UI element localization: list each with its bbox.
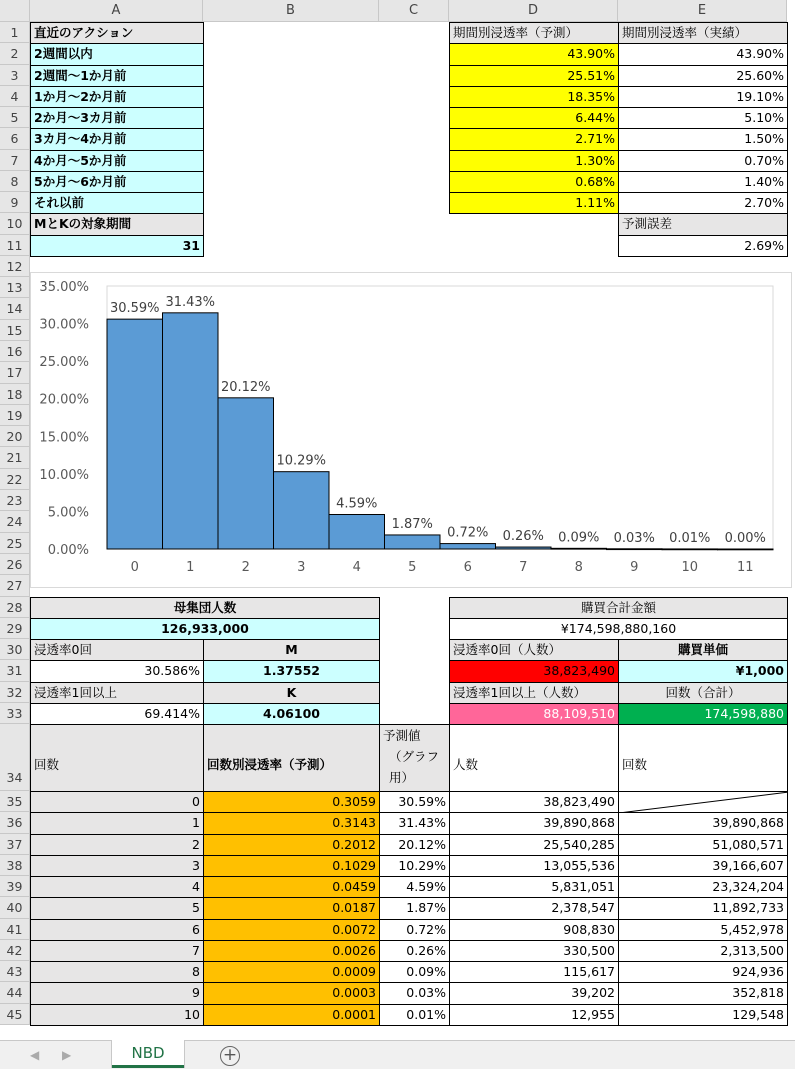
actual-rate-value[interactable]: 2.70% (618, 192, 788, 214)
row-header-32[interactable]: 32 (0, 682, 30, 703)
bar (385, 535, 441, 549)
action-item[interactable]: 4か月～5か月前 (30, 150, 204, 172)
freq-times[interactable]: 51,080,571 (618, 834, 788, 856)
zero-people-value[interactable]: 38,823,490 (449, 660, 619, 683)
actual-rate-value[interactable]: 1.40% (618, 171, 788, 193)
x-tick-label: 3 (297, 560, 306, 575)
freq-rate[interactable]: 0.0072 (203, 919, 380, 941)
actual-rate-header[interactable]: 期間別浸透率（実績） (618, 22, 788, 44)
actual-rate-value[interactable]: 5.10% (618, 107, 788, 129)
freq-rate[interactable]: 0.0003 (203, 982, 380, 1005)
freq-count[interactable]: 5 (30, 897, 204, 920)
action-item[interactable]: 2か月～3カ月前 (30, 107, 204, 129)
select-all-corner[interactable] (0, 0, 30, 22)
sheet-tab-nbd[interactable]: NBD (112, 1040, 184, 1068)
freq-times[interactable]: 11,892,733 (618, 897, 788, 920)
freq-count[interactable]: 9 (30, 982, 204, 1005)
row-header-26[interactable]: 26 (0, 554, 30, 575)
freq-predicted[interactable]: 0.03% (379, 982, 450, 1005)
row-header-8[interactable]: 8 (0, 171, 30, 192)
freq-predicted[interactable]: 10.29% (379, 855, 450, 877)
purchase-total-label[interactable]: 購買合計金額 (449, 597, 788, 619)
freq-header-people[interactable]: 人数 (449, 724, 619, 792)
row-header-30[interactable]: 30 (0, 639, 30, 660)
mk-period-value[interactable]: 31 (30, 235, 204, 257)
freq-count[interactable]: 8 (30, 961, 204, 983)
x-tick-label: 2 (241, 560, 250, 575)
bar (496, 547, 552, 549)
bar (718, 549, 774, 550)
row-header-37[interactable]: 37 (0, 834, 30, 855)
diagonal-border (619, 792, 788, 813)
data-label: 0.03% (613, 530, 655, 546)
data-label: 0.26% (502, 529, 544, 545)
row-header-40[interactable]: 40 (0, 897, 30, 919)
freq-predicted[interactable]: 0.26% (379, 940, 450, 962)
freq-rate[interactable]: 0.0459 (203, 876, 380, 898)
row-header-45[interactable]: 45 (0, 1004, 30, 1025)
freq-rate[interactable]: 0.2012 (203, 834, 380, 856)
data-label: 4.59% (336, 496, 378, 512)
data-label: 10.29% (276, 453, 327, 469)
data-label: 1.87% (391, 516, 433, 532)
row-header-38[interactable]: 38 (0, 855, 30, 876)
freq-times[interactable]: 39,166,607 (618, 855, 788, 877)
freq-header-count[interactable]: 回数 (30, 724, 204, 792)
action-item[interactable]: 2週間以内 (30, 43, 204, 66)
bar (329, 515, 385, 549)
one-plus-people-value[interactable]: 88,109,510 (449, 703, 619, 725)
y-tick-label: 15.00% (39, 430, 89, 446)
bar-chart[interactable] (30, 272, 792, 588)
row-header-43[interactable]: 43 (0, 961, 30, 982)
row-header-2[interactable]: 2 (0, 43, 30, 65)
row-header-12[interactable]: 12 (0, 256, 30, 277)
freq-people[interactable]: 115,617 (449, 961, 619, 983)
bar (607, 549, 663, 550)
row-header-33[interactable]: 33 (0, 703, 30, 724)
row-header-1[interactable]: 1 (0, 22, 30, 43)
pred-rate-value[interactable]: 25.51% (449, 65, 619, 87)
add-sheet-icon[interactable]: + (220, 1046, 240, 1066)
k-label[interactable]: K (203, 682, 380, 704)
action-item[interactable]: それ以前 (30, 192, 204, 214)
freq-predicted[interactable]: 0.01% (379, 1004, 450, 1026)
freq-header-predicted-line: 予測値 (383, 728, 421, 743)
y-tick-label: 0.00% (47, 543, 89, 558)
row-header-31[interactable]: 31 (0, 660, 30, 682)
freq-count[interactable]: 1 (30, 812, 204, 835)
pred-rate-value[interactable]: 0.68% (449, 171, 619, 193)
data-label: 30.59% (109, 301, 160, 317)
population-value[interactable]: 126,933,000 (30, 618, 380, 640)
freq-rate[interactable]: 0.3143 (203, 812, 380, 835)
freq-predicted[interactable]: 20.12% (379, 834, 450, 856)
data-label: 0.01% (669, 530, 711, 546)
freq-times[interactable]: 5,452,978 (618, 919, 788, 941)
bar (163, 313, 219, 549)
one-plus-people-label[interactable]: 浸透率1回以上（人数） (449, 682, 619, 704)
scroll-left-icon[interactable]: ◀ (30, 1048, 40, 1062)
freq-times[interactable]: 352,818 (618, 982, 788, 1005)
x-tick-label: 7 (519, 560, 528, 575)
row-header-36[interactable]: 36 (0, 812, 30, 834)
freq-predicted[interactable]: 31.43% (379, 812, 450, 835)
freq-people[interactable]: 39,890,868 (449, 812, 619, 835)
x-tick-label: 10 (681, 560, 699, 575)
action-item[interactable]: 5か月～6か月前 (30, 171, 204, 193)
m-label[interactable]: M (203, 639, 380, 661)
count-total-value[interactable]: 174,598,880 (618, 703, 788, 725)
row-header-5[interactable]: 5 (0, 107, 30, 128)
freq-header-predicted-line: 用） (389, 770, 415, 785)
purchase-total-value[interactable]: ¥174,598,880,160 (449, 618, 788, 640)
freq-people[interactable]: 25,540,285 (449, 834, 619, 856)
actions-header[interactable]: 直近のアクション (30, 22, 204, 44)
freq-count[interactable]: 7 (30, 940, 204, 962)
row-header-28[interactable]: 28 (0, 597, 30, 618)
zero-rate-label[interactable]: 浸透率0回 (30, 639, 204, 661)
freq-count[interactable]: 6 (30, 919, 204, 941)
freq-times[interactable] (618, 791, 788, 813)
freq-count[interactable]: 4 (30, 876, 204, 898)
bar-chart-svg (31, 273, 793, 589)
freq-rate[interactable]: 0.0009 (203, 961, 380, 983)
pred-rate-value[interactable]: 1.30% (449, 150, 619, 172)
bar (662, 549, 718, 550)
pred-rate-value[interactable]: 6.44% (449, 107, 619, 129)
freq-header-predicted[interactable] (379, 724, 450, 792)
prediction-error-label[interactable]: 予測誤差 (618, 213, 788, 236)
k-value[interactable]: 4.06100 (203, 703, 380, 725)
freq-people[interactable]: 2,378,547 (449, 897, 619, 920)
scroll-right-icon[interactable]: ▶ (62, 1048, 72, 1062)
row-header-23[interactable]: 23 (0, 490, 30, 511)
actual-rate-value[interactable]: 19.10% (618, 86, 788, 108)
unit-price-label[interactable]: 購買単価 (618, 639, 788, 661)
freq-people[interactable]: 38,823,490 (449, 791, 619, 813)
mk-period-label[interactable]: MとKの対象期間 (30, 213, 204, 236)
freq-count[interactable]: 0 (30, 791, 204, 813)
data-label: 0.72% (447, 525, 489, 541)
zero-people-label[interactable]: 浸透率0回（人数） (449, 639, 619, 661)
bar (218, 398, 274, 549)
bar (440, 544, 496, 549)
column-header-b[interactable]: B (203, 0, 379, 22)
freq-times[interactable]: 2,313,500 (618, 940, 788, 962)
pred-rate-value[interactable]: 1.11% (449, 192, 619, 214)
row-header-19[interactable]: 19 (0, 405, 30, 426)
freq-predicted[interactable]: 1.87% (379, 897, 450, 920)
row-header-35[interactable]: 35 (0, 791, 30, 812)
action-item[interactable]: 3カ月～4か月前 (30, 128, 204, 151)
row-header-4[interactable]: 4 (0, 86, 30, 107)
row-header-24[interactable]: 24 (0, 511, 30, 533)
row-header-41[interactable]: 41 (0, 919, 30, 940)
y-tick-label: 5.00% (47, 505, 89, 521)
data-label: 0.09% (558, 530, 600, 546)
freq-times[interactable]: 924,936 (618, 961, 788, 983)
freq-times[interactable]: 129,548 (618, 1004, 788, 1026)
x-tick-label: 6 (463, 560, 472, 575)
freq-header-predicted-line: （グラフ (389, 749, 440, 764)
prediction-error-value[interactable]: 2.69% (618, 235, 788, 257)
freq-people[interactable]: 12,955 (449, 1004, 619, 1026)
row-header-7[interactable]: 7 (0, 150, 30, 171)
y-tick-label: 10.00% (39, 467, 89, 483)
row-header-14[interactable]: 14 (0, 298, 30, 320)
freq-header-times[interactable]: 回数 (618, 724, 788, 792)
freq-predicted[interactable]: 0.72% (379, 919, 450, 941)
y-tick-label: 35.00% (39, 280, 89, 295)
freq-times[interactable]: 23,324,204 (618, 876, 788, 898)
freq-people[interactable]: 908,830 (449, 919, 619, 941)
row-header-6[interactable]: 6 (0, 128, 30, 150)
data-label: 0.00% (724, 531, 766, 546)
y-tick-label: 25.00% (39, 355, 89, 371)
column-header-a[interactable]: A (30, 0, 203, 22)
freq-people[interactable]: 13,055,536 (449, 855, 619, 877)
column-header-d[interactable]: D (449, 0, 618, 22)
row-header-22[interactable]: 22 (0, 469, 30, 490)
count-total-label[interactable]: 回数（合計） (618, 682, 788, 704)
action-item[interactable]: 1か月～2か月前 (30, 86, 204, 108)
actual-rate-value[interactable]: 1.50% (618, 128, 788, 151)
freq-rate[interactable]: 0.3059 (203, 791, 380, 813)
row-header-11[interactable]: 11 (0, 235, 30, 256)
freq-rate[interactable]: 0.1029 (203, 855, 380, 877)
one-plus-rate-label[interactable]: 浸透率1回以上 (30, 682, 204, 704)
one-plus-rate-value[interactable]: 69.414% (30, 703, 204, 725)
freq-rate[interactable]: 0.0026 (203, 940, 380, 962)
x-tick-label: 4 (352, 560, 361, 575)
freq-people[interactable]: 330,500 (449, 940, 619, 962)
actual-rate-value[interactable]: 43.90% (618, 43, 788, 66)
row-header-9[interactable]: 9 (0, 192, 30, 213)
row-header-15[interactable]: 15 (0, 320, 30, 341)
bar (274, 472, 330, 549)
row-header-17[interactable]: 17 (0, 362, 30, 384)
row-header-29[interactable]: 29 (0, 618, 30, 639)
row-header-42[interactable]: 42 (0, 940, 30, 961)
freq-count[interactable]: 10 (30, 1004, 204, 1026)
row-header-21[interactable]: 21 (0, 447, 30, 469)
row-header-34[interactable]: 34 (0, 724, 30, 791)
x-tick-label: 8 (574, 560, 583, 575)
population-label[interactable]: 母集団人数 (30, 597, 380, 619)
row-header-39[interactable]: 39 (0, 876, 30, 897)
zero-rate-value[interactable]: 30.586% (30, 660, 204, 683)
freq-header-rate[interactable]: 回数別浸透率（予測） (203, 724, 380, 792)
m-value[interactable]: 1.37552 (203, 660, 380, 683)
column-header-e[interactable]: E (618, 0, 787, 22)
row-header-18[interactable]: 18 (0, 384, 30, 405)
data-label: 20.12% (220, 379, 271, 395)
x-tick-label: 9 (630, 560, 639, 575)
freq-predicted[interactable]: 30.59% (379, 791, 450, 813)
row-header-20[interactable]: 20 (0, 426, 30, 447)
freq-rate[interactable]: 0.0001 (203, 1004, 380, 1026)
x-tick-label: 11 (736, 560, 754, 575)
unit-price-value[interactable]: ¥1,000 (618, 660, 788, 683)
row-header-27[interactable]: 27 (0, 575, 30, 597)
row-header-44[interactable]: 44 (0, 982, 30, 1004)
y-tick-label: 30.00% (39, 317, 89, 333)
freq-rate[interactable]: 0.0187 (203, 897, 380, 920)
freq-people[interactable]: 39,202 (449, 982, 619, 1005)
column-header-c[interactable]: C (379, 0, 449, 22)
pred-rate-value[interactable]: 43.90% (449, 43, 619, 66)
sheet-tab-bar (0, 1040, 795, 1069)
freq-times[interactable]: 39,890,868 (618, 812, 788, 835)
actual-rate-value[interactable]: 25.60% (618, 65, 788, 87)
bar (107, 319, 163, 549)
x-tick-label: 0 (130, 560, 139, 575)
data-label: 31.43% (165, 294, 216, 310)
action-item[interactable]: 2週間～1か月前 (30, 65, 204, 87)
actual-rate-value[interactable]: 0.70% (618, 150, 788, 172)
row-header-13[interactable]: 13 (0, 277, 30, 298)
bar (551, 548, 607, 549)
freq-people[interactable]: 5,831,051 (449, 876, 619, 898)
freq-count[interactable]: 3 (30, 855, 204, 877)
row-header-10[interactable]: 10 (0, 213, 30, 235)
pred-rate-value[interactable]: 18.35% (449, 86, 619, 108)
freq-predicted[interactable]: 0.09% (379, 961, 450, 983)
freq-predicted[interactable]: 4.59% (379, 876, 450, 898)
freq-count[interactable]: 2 (30, 834, 204, 856)
pred-rate-header[interactable]: 期間別浸透率（予測） (449, 22, 619, 44)
x-tick-label: 5 (408, 560, 417, 575)
y-tick-label: 20.00% (39, 392, 89, 408)
row-header-25[interactable]: 25 (0, 533, 30, 554)
row-header-3[interactable]: 3 (0, 65, 30, 86)
row-header-16[interactable]: 16 (0, 341, 30, 362)
pred-rate-value[interactable]: 2.71% (449, 128, 619, 151)
x-tick-label: 1 (186, 560, 195, 575)
